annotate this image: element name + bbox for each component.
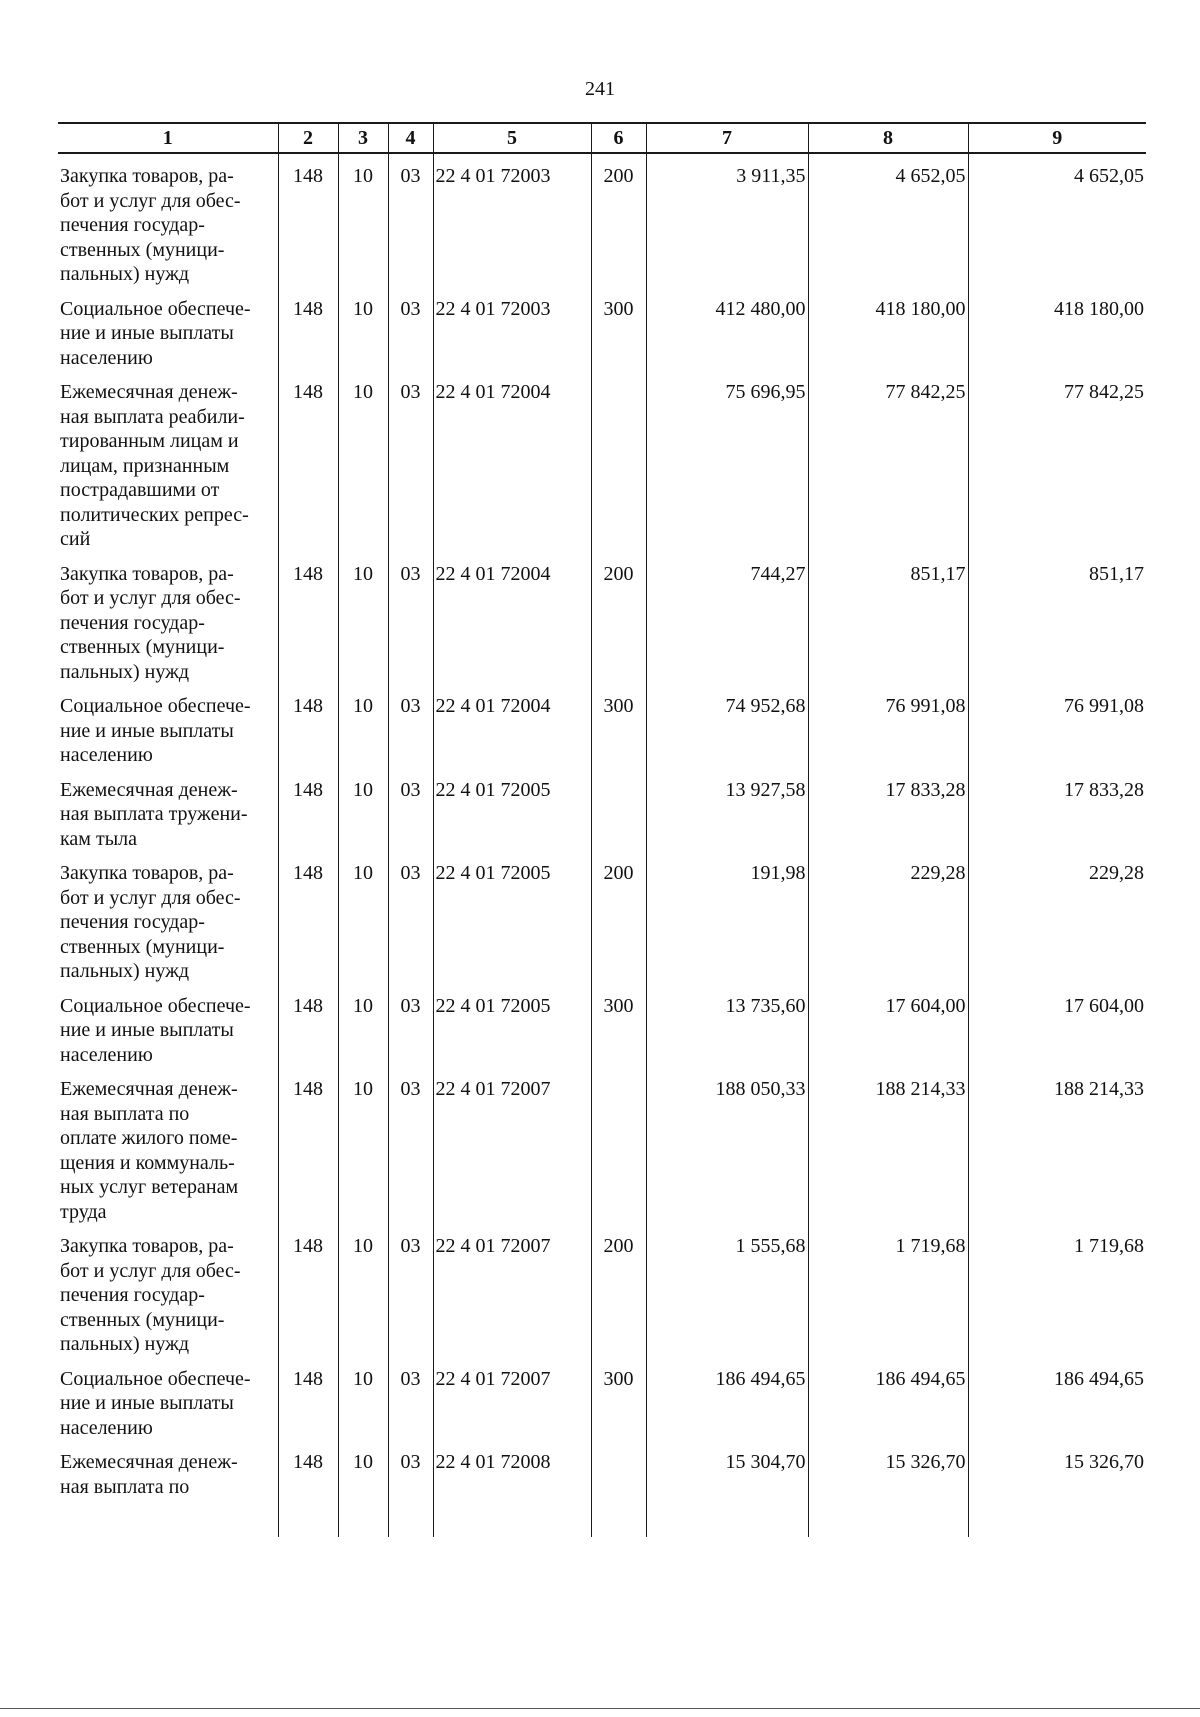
- cell-c8: 418 180,00: [808, 287, 968, 371]
- cell-c6: 200: [591, 552, 646, 685]
- continuation-cell: [278, 1499, 338, 1537]
- cell-c6: [591, 1440, 646, 1499]
- cell-c8: 17 604,00: [808, 984, 968, 1068]
- cell-c8: 76 991,08: [808, 684, 968, 768]
- row-label: [58, 984, 278, 1068]
- cell-c8: 4 652,05: [808, 153, 968, 287]
- table-row: [58, 684, 1146, 768]
- table-row: [58, 1067, 1146, 1224]
- cell-c2: 148: [278, 768, 338, 852]
- cell-c5: 22 4 01 72007: [433, 1357, 591, 1441]
- row-label: [58, 1440, 278, 1499]
- row-label-text: Закупка товаров, ра- бот и услуг для обес- печения государ- ственных (муници- пальных) нужд: [60, 165, 241, 285]
- cell-c4: 03: [388, 1067, 433, 1224]
- cell-c9: 77 842,25: [968, 370, 1146, 552]
- cell-c4: 03: [388, 287, 433, 371]
- cell-c8: 186 494,65: [808, 1357, 968, 1441]
- row-label-text: Ежемесячная денеж- ная выплата по оплате жилого поме- щения и коммуналь- ных услуг ветеранам труда: [60, 1078, 239, 1223]
- row-label-text: Социальное обеспече- ние и иные выплаты населению: [60, 994, 251, 1066]
- column-header-4: 4: [388, 123, 433, 153]
- table-row: [58, 1440, 1146, 1499]
- cell-c3: 10: [338, 370, 388, 552]
- cell-c2: 148: [278, 552, 338, 685]
- cell-c2: 148: [278, 1224, 338, 1357]
- cell-c8: 15 326,70: [808, 1440, 968, 1499]
- cell-c7: 186 494,65: [646, 1357, 808, 1441]
- row-label: [58, 370, 278, 552]
- cell-c9: 851,17: [968, 552, 1146, 685]
- continuation-cell: [388, 1499, 433, 1537]
- cell-c4: 03: [388, 768, 433, 852]
- cell-c9: 186 494,65: [968, 1357, 1146, 1441]
- cell-c3: 10: [338, 287, 388, 371]
- cell-c4: 03: [388, 684, 433, 768]
- continuation-cell: [338, 1499, 388, 1537]
- cell-c9: 418 180,00: [968, 287, 1146, 371]
- cell-c3: 10: [338, 552, 388, 685]
- cell-c8: 77 842,25: [808, 370, 968, 552]
- row-label: [58, 287, 278, 371]
- cell-c2: 148: [278, 287, 338, 371]
- cell-c2: 148: [278, 153, 338, 287]
- cell-c5: 22 4 01 72004: [433, 370, 591, 552]
- table-row: [58, 370, 1146, 552]
- cell-c5: 22 4 01 72005: [433, 984, 591, 1068]
- continuation-cell: [808, 1499, 968, 1537]
- column-header-5: 5: [433, 123, 591, 153]
- cell-c5: 22 4 01 72008: [433, 1440, 591, 1499]
- table-row: [58, 153, 1146, 287]
- cell-c6: 200: [591, 1224, 646, 1357]
- budget-table: [58, 122, 1146, 1537]
- cell-c3: 10: [338, 768, 388, 852]
- cell-c3: 10: [338, 1067, 388, 1224]
- cell-c6: [591, 1067, 646, 1224]
- cell-c6: [591, 370, 646, 552]
- cell-c9: 15 326,70: [968, 1440, 1146, 1499]
- cell-c5: 22 4 01 72007: [433, 1067, 591, 1224]
- cell-c4: 03: [388, 552, 433, 685]
- table-row: [58, 768, 1146, 852]
- cell-c6: 300: [591, 287, 646, 371]
- row-label-text: Ежемесячная денеж- ная выплата реабили- тированным лицам и лицам, признанным пострадавшими от политических репрес- сий: [60, 381, 249, 550]
- cell-c9: 4 652,05: [968, 153, 1146, 287]
- cell-c6: 300: [591, 984, 646, 1068]
- cell-c5: 22 4 01 72004: [433, 684, 591, 768]
- cell-c5: 22 4 01 72005: [433, 851, 591, 984]
- cell-c2: 148: [278, 370, 338, 552]
- cell-c9: 17 833,28: [968, 768, 1146, 852]
- bottom-rule: [0, 1708, 1200, 1709]
- row-label-text: Ежемесячная денеж- ная выплата тружени- кам тыла: [60, 778, 248, 850]
- table-continuation: [58, 1499, 1146, 1537]
- cell-c2: 148: [278, 851, 338, 984]
- cell-c8: 851,17: [808, 552, 968, 685]
- column-header-8: 8: [808, 123, 968, 153]
- row-label: [58, 1067, 278, 1224]
- row-label: [58, 768, 278, 852]
- cell-c7: 188 050,33: [646, 1067, 808, 1224]
- cell-c5: 22 4 01 72003: [433, 287, 591, 371]
- table-row: [58, 851, 1146, 984]
- row-label: [58, 1224, 278, 1357]
- cell-c3: 10: [338, 684, 388, 768]
- cell-c8: 17 833,28: [808, 768, 968, 852]
- cell-c9: 76 991,08: [968, 684, 1146, 768]
- cell-c6: 200: [591, 153, 646, 287]
- cell-c4: 03: [388, 370, 433, 552]
- cell-c4: 03: [388, 153, 433, 287]
- table-row: [58, 1357, 1146, 1441]
- cell-c5: 22 4 01 72005: [433, 768, 591, 852]
- cell-c5: 22 4 01 72007: [433, 1224, 591, 1357]
- cell-c3: 10: [338, 851, 388, 984]
- row-label-text: Социальное обеспече- ние и иные выплаты населению: [60, 297, 251, 369]
- table-row: [58, 984, 1146, 1068]
- row-label: [58, 851, 278, 984]
- cell-c3: 10: [338, 1357, 388, 1441]
- header-row: [58, 123, 1146, 153]
- cell-c9: 229,28: [968, 851, 1146, 984]
- cell-c4: 03: [388, 851, 433, 984]
- row-label-text: Закупка товаров, ра- бот и услуг для обес- печения государ- ственных (муници- пальных) нужд: [60, 862, 241, 982]
- cell-c4: 03: [388, 1224, 433, 1357]
- cell-c2: 148: [278, 984, 338, 1068]
- column-header-7: 7: [646, 123, 808, 153]
- row-label: [58, 684, 278, 768]
- cell-c4: 03: [388, 1440, 433, 1499]
- cell-c9: 188 214,33: [968, 1067, 1146, 1224]
- column-header-6: 6: [591, 123, 646, 153]
- cell-c7: 15 304,70: [646, 1440, 808, 1499]
- cell-c4: 03: [388, 984, 433, 1068]
- cell-c2: 148: [278, 1440, 338, 1499]
- cell-c8: 229,28: [808, 851, 968, 984]
- continuation-cell: [433, 1499, 591, 1537]
- row-label: [58, 1357, 278, 1441]
- cell-c7: 412 480,00: [646, 287, 808, 371]
- cell-c7: 13 735,60: [646, 984, 808, 1068]
- cell-c7: 75 696,95: [646, 370, 808, 552]
- cell-c3: 10: [338, 1440, 388, 1499]
- table-row: [58, 552, 1146, 685]
- cell-c5: 22 4 01 72003: [433, 153, 591, 287]
- row-label-text: Ежемесячная денеж- ная выплата по: [60, 1451, 238, 1498]
- continuation-cell: [591, 1499, 646, 1537]
- cell-c7: 74 952,68: [646, 684, 808, 768]
- cell-c9: 17 604,00: [968, 984, 1146, 1068]
- column-header-2: 2: [278, 123, 338, 153]
- cell-c9: 1 719,68: [968, 1224, 1146, 1357]
- cell-c2: 148: [278, 684, 338, 768]
- row-label-text: Социальное обеспече- ние и иные выплаты населению: [60, 695, 251, 766]
- row-label-text: Закупка товаров, ра- бот и услуг для обес- печения государ- ственных (муници- пальных) нужд: [60, 562, 241, 683]
- row-label-text: Закупка товаров, ра- бот и услуг для обес- печения государ- ственных (муници- пальных) нужд: [60, 1235, 241, 1355]
- table-body: [58, 153, 1146, 1537]
- cell-c7: 744,27: [646, 552, 808, 685]
- cell-c3: 10: [338, 1224, 388, 1357]
- column-header-3: 3: [338, 123, 388, 153]
- cell-c8: 1 719,68: [808, 1224, 968, 1357]
- table-row: [58, 1224, 1146, 1357]
- cell-c6: [591, 768, 646, 852]
- cell-c7: 13 927,58: [646, 768, 808, 852]
- continuation-cell: [58, 1499, 278, 1537]
- row-label-text: Социальное обеспече- ние и иные выплаты населению: [60, 1367, 251, 1439]
- cell-c2: 148: [278, 1357, 338, 1441]
- cell-c2: 148: [278, 1067, 338, 1224]
- continuation-cell: [968, 1499, 1146, 1537]
- row-label: [58, 552, 278, 685]
- cell-c5: 22 4 01 72004: [433, 552, 591, 685]
- column-header-1: 1: [58, 123, 278, 153]
- table-row: [58, 287, 1146, 371]
- column-header-9: 9: [968, 123, 1146, 153]
- row-label: [58, 153, 278, 287]
- continuation-cell: [646, 1499, 808, 1537]
- cell-c6: 200: [591, 851, 646, 984]
- cell-c6: 300: [591, 684, 646, 768]
- page-number: 241: [585, 78, 615, 100]
- cell-c3: 10: [338, 984, 388, 1068]
- cell-c6: 300: [591, 1357, 646, 1441]
- cell-c3: 10: [338, 153, 388, 287]
- cell-c7: 191,98: [646, 851, 808, 984]
- cell-c4: 03: [388, 1357, 433, 1441]
- cell-c8: 188 214,33: [808, 1067, 968, 1224]
- cell-c7: 1 555,68: [646, 1224, 808, 1357]
- cell-c7: 3 911,35: [646, 153, 808, 287]
